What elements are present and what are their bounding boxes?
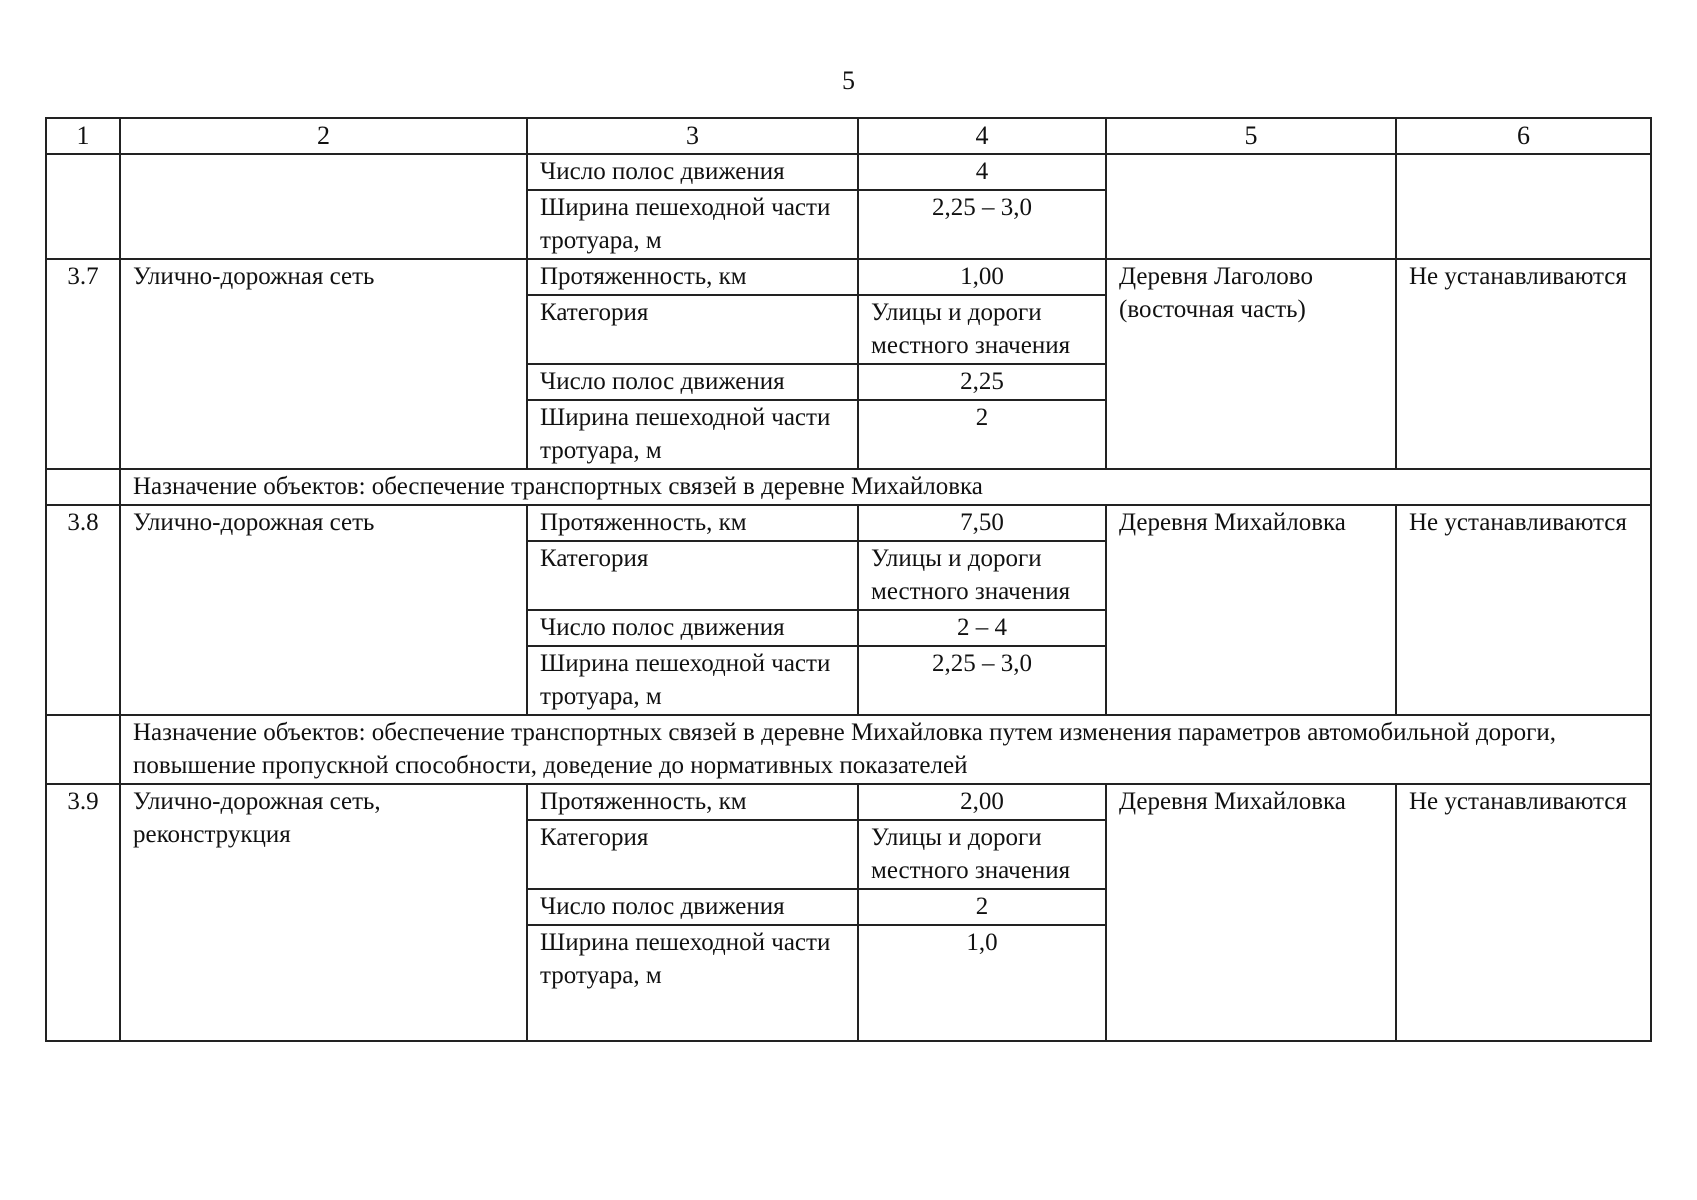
- parameter-label: Категория: [527, 295, 858, 364]
- parameter-label: Ширина пешеходной части тротуара, м: [527, 400, 858, 469]
- column-header-row: [46, 118, 1651, 154]
- zone-cell: Не устанавливаются: [1396, 259, 1651, 469]
- location-cell: [1106, 154, 1396, 259]
- location-cell: Деревня Михайловка: [1106, 505, 1396, 715]
- purpose-note: Назначение объектов: обеспечение транспортных связей в деревне Михайловка путем изменения параметров автомобильной дороги, повышение пропускной способности, доведение до нормативных показателей: [120, 715, 1651, 784]
- page-number: 5: [842, 66, 855, 95]
- parameter-value: 2 – 4: [858, 610, 1106, 646]
- table-row: [46, 505, 1651, 541]
- purpose-row: [46, 715, 1651, 784]
- spacer-cell: [527, 993, 858, 1041]
- parameter-label: Ширина пешеходной части тротуара, м: [527, 925, 858, 993]
- number-cell: [46, 154, 120, 259]
- number-cell: [46, 469, 120, 505]
- number-cell: 3.9: [46, 784, 120, 1041]
- parameter-value: Улицы и дороги местного значения: [858, 820, 1106, 889]
- column-header: 4: [858, 118, 1106, 154]
- location-cell: Деревня Лаголово (восточная часть): [1106, 259, 1396, 469]
- parameter-label: Число полос движения: [527, 889, 858, 925]
- parameter-value: 2,00: [858, 784, 1106, 820]
- zone-cell: [1396, 154, 1651, 259]
- table-row: [46, 259, 1651, 295]
- parameter-label: Ширина пешеходной части тротуара, м: [527, 646, 858, 715]
- location-cell: Деревня Михайловка: [1106, 784, 1396, 1041]
- objects-table: [45, 117, 1652, 1042]
- parameter-label: Число полос движения: [527, 364, 858, 400]
- table-row: [46, 784, 1651, 820]
- parameter-value: 2,25 – 3,0: [858, 190, 1106, 259]
- parameter-value: 2,25: [858, 364, 1106, 400]
- parameter-value: Улицы и дороги местного значения: [858, 295, 1106, 364]
- number-cell: 3.8: [46, 505, 120, 715]
- name-cell: Улично-дорожная сеть: [120, 505, 527, 715]
- parameter-value: 4: [858, 154, 1106, 190]
- parameter-value: 1,00: [858, 259, 1106, 295]
- number-cell: [46, 715, 120, 784]
- name-cell: Улично-дорожная сеть, реконструкция: [120, 784, 527, 1041]
- parameter-label: Ширина пешеходной части тротуара, м: [527, 190, 858, 259]
- parameter-label: Категория: [527, 541, 858, 610]
- parameter-label: Число полос движения: [527, 610, 858, 646]
- number-cell: 3.7: [46, 259, 120, 469]
- column-header: 5: [1106, 118, 1396, 154]
- spacer-cell: [858, 993, 1106, 1041]
- purpose-row: [46, 469, 1651, 505]
- column-header: 6: [1396, 118, 1651, 154]
- name-cell: [120, 154, 527, 259]
- zone-cell: Не устанавливаются: [1396, 505, 1651, 715]
- column-header: 3: [527, 118, 858, 154]
- parameter-label: Категория: [527, 820, 858, 889]
- parameter-value: 1,0: [858, 925, 1106, 993]
- parameter-label: Протяженность, км: [527, 784, 858, 820]
- parameter-value: 2: [858, 400, 1106, 469]
- parameter-value: 2,25 – 3,0: [858, 646, 1106, 715]
- column-header: 2: [120, 118, 527, 154]
- parameter-value: 2: [858, 889, 1106, 925]
- parameter-label: Протяженность, км: [527, 505, 858, 541]
- purpose-note: Назначение объектов: обеспечение транспортных связей в деревне Михайловка: [120, 469, 1651, 505]
- zone-cell: Не устанавливаются: [1396, 784, 1651, 1041]
- parameter-label: Число полос движения: [527, 154, 858, 190]
- parameter-value: 7,50: [858, 505, 1106, 541]
- parameter-label: Протяженность, км: [527, 259, 858, 295]
- parameter-value: Улицы и дороги местного значения: [858, 541, 1106, 610]
- table-row: [46, 154, 1651, 190]
- column-header: 1: [46, 118, 120, 154]
- name-cell: Улично-дорожная сеть: [120, 259, 527, 469]
